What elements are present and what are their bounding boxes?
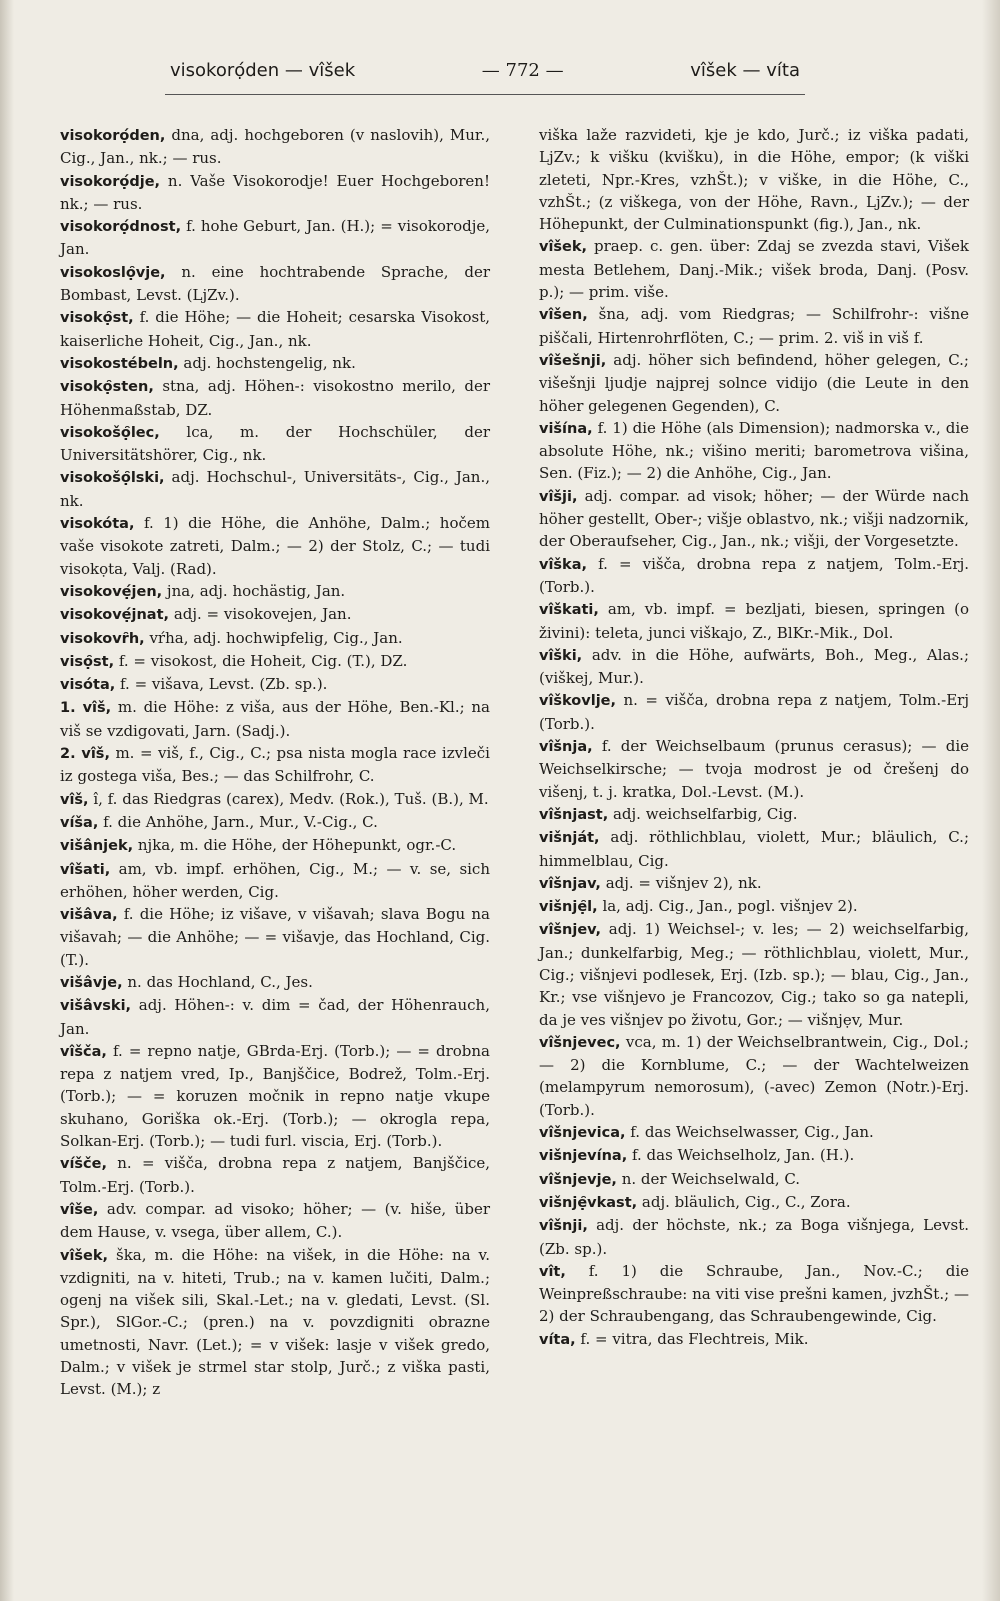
dictionary-entry: [60, 650, 490, 673]
dictionary-entry: [60, 170, 490, 216]
entry-definition: n. eine hochtrabende Sprache, der Bombast, Levst. (LjZv.).: [60, 262, 490, 305]
dictionary-entry: [539, 303, 969, 349]
entry-headword: visokorọ́dnost,: [60, 219, 182, 236]
dictionary-entry: [60, 603, 490, 626]
entry-headword: vîšnji,: [539, 1218, 588, 1235]
entry-definition: f. 1) die Höhe (als Dimension); nadmorska v., die absolute Höhe, nk.; višino meriti; barometrova višina, Sen. (Fiz.); — 2) die Anhöhe, Cig., Jan.: [539, 418, 969, 483]
entry-definition: jna, adj. hochästig, Jan.: [162, 581, 346, 600]
dictionary-entry: [60, 811, 490, 834]
dictionary-entry: [60, 834, 490, 857]
dictionary-entry: [539, 417, 969, 485]
entry-definition: m. die Höhe: z viša, aus der Höhe, Ben.-Kl.; na viš se vzdigovati, Jarn. (Sadj.).: [60, 698, 490, 740]
entry-definition: njka, m. die Höhe, der Höhepunkt, ogr.-C.: [133, 836, 457, 855]
dictionary-entry: [60, 1198, 490, 1244]
entry-headword: visokovȓh,: [60, 630, 145, 647]
entry-headword: vît,: [539, 1263, 566, 1280]
page-edge-right: [982, 0, 1000, 1601]
left-column: [60, 124, 490, 1401]
entry-definition: f. hohe Geburt, Jan. (H.); = visokorodje, Jan.: [60, 217, 490, 259]
entry-definition: am, vb. impf. erhöhen, Cig., M.; — v. se, sich erhöhen, höher werden, Cig.: [60, 859, 490, 901]
entry-definition: f. die Anhöhe, Jarn., Mur., V.-Cig., C.: [98, 812, 378, 831]
dictionary-entry: [60, 1244, 490, 1401]
entry-definition: adj. 1) Weichsel-; v. les; — 2) weichselfarbig, Jan.; dunkelfarbig, Meg.; — röthlichblau, violett, Mur., Cig.; višnjevi podlesek, Erj. (Izb. sp.); — blau, Cig., Jan., Kr.; vse višnjevo je Francozov, Cig.; tako so ga natepli, da je ves višnjev po životu, Gor.; — višnjẹv, Mur.: [539, 920, 969, 1029]
dictionary-entry: [60, 994, 490, 1040]
entry-definition: šna, adj. vom Riedgras; — Schilfrohr-: višne piščali, Hirtenrohrflöten, C.; — prim. 2. viš in viš f.: [539, 305, 969, 347]
entry-headword: víša,: [60, 814, 99, 831]
dictionary-entry: [60, 512, 490, 580]
entry-headword: visokošọ̑lski,: [60, 470, 165, 487]
entry-definition: la, adj. Cig., Jan., pogl. višnjev 2).: [597, 897, 858, 916]
dictionary-entry: [60, 421, 490, 467]
dictionary-entry: [539, 1260, 969, 1328]
dictionary-entry: [539, 735, 969, 803]
entry-definition: m. = viš, f., Cig., C.; psa nista mogla race izvleči iz gostega viša, Bes.; — das Schilfrohr, C.: [60, 744, 490, 786]
header-left-guideword: visokorọ́den — vîšek: [170, 60, 356, 81]
entry-definition: n. = višča, drobna repa z natjem, Tolm.-Erj (Torb.).: [539, 691, 969, 733]
entry-definition: f. der Weichselbaum (prunus cerasus); — die Weichselkirsche; — tvoja modrost je od črešenj do višenj, t. j. kratka, Dol.-Levst. (M.).: [539, 737, 969, 801]
dictionary-entry: [539, 644, 969, 690]
dictionary-entry: [539, 826, 969, 872]
entry-headword: visokorọ́den,: [60, 128, 166, 144]
entry-definition: f. = vitra, das Flechtreis, Mik.: [575, 1329, 809, 1348]
dictionary-entry: [60, 903, 490, 971]
entry-headword: vîš,: [60, 791, 89, 808]
dictionary-entry: [60, 352, 490, 375]
entry-headword: visokovẹ́jnat,: [60, 607, 170, 624]
dictionary-entry: [539, 689, 969, 735]
dictionary-entry: [539, 1191, 969, 1214]
entry-headword: visokostébeln,: [60, 355, 179, 372]
dictionary-entry: [60, 261, 490, 307]
entry-headword: vîšnjevica,: [539, 1125, 626, 1142]
dictionary-entry: [60, 375, 490, 421]
dictionary-entry: [539, 872, 969, 895]
entry-definition: f. = višava, Levst. (Zb. sp.).: [115, 675, 328, 694]
entry-headword: visokóta,: [60, 516, 135, 533]
dictionary-entry: [60, 215, 490, 261]
dictionary-entry: [539, 803, 969, 826]
dictionary-entry: [539, 553, 969, 599]
entry-definition: î, f. das Riedgras (carex), Medv. (Rok.), Tuš. (B.), M.: [88, 789, 489, 808]
entry-headword: vîšnjav,: [539, 875, 601, 892]
entry-definition: f. das Weichselwasser, Cig., Jan.: [625, 1123, 874, 1142]
entry-headword: visokošọ̑lec,: [60, 424, 160, 441]
page-number: — 772 —: [481, 60, 564, 81]
entry-definition: adj. = visokovejen, Jan.: [169, 605, 352, 624]
dictionary-entry: [60, 1040, 490, 1152]
entry-definition: vca, m. 1) der Weichselbrantwein, Cig., Dol.; — 2) die Kornblume, C.; — der Wachtelweizen (melampyrum nemorosum), (-avec) Zemon (Notr.)-Erj. (Torb.).: [539, 1032, 969, 1119]
entry-headword: vîškovlje,: [539, 693, 617, 710]
entry-definition: f. = visokost, die Hoheit, Cig. (T.), DZ.: [114, 651, 408, 670]
right-column: [539, 124, 969, 1351]
dictionary-entry: [539, 124, 969, 235]
dictionary-entry: [539, 1031, 969, 1121]
dictionary-entry: [539, 598, 969, 644]
entry-headword: vîška,: [539, 556, 587, 573]
entry-headword: víta,: [539, 1331, 576, 1348]
entry-definition: f. 1) die Höhe, die Anhöhe, Dalm.; hočem vaše visokote zatreti, Dalm.; — 2) der Stolz, C.; — tudi visokọta, Valj. (Rad).: [60, 514, 490, 578]
dictionary-entry: [539, 1144, 969, 1167]
dictionary-entry: [60, 1152, 490, 1198]
entry-definition: praep. c. gen. über: Zdaj se zvezda stavi, Višek mesta Betlehem, Danj.-Mik.; višek broda, Danj. (Posv. p.); — prim. više.: [539, 237, 969, 302]
entry-headword: višnját,: [539, 830, 600, 847]
dictionary-entry: [539, 1214, 969, 1260]
entry-headword: visọ̑st,: [60, 653, 115, 670]
entry-definition: f. 1) die Schraube, Jan., Nov.-C.; die Weinpreßschraube: na viti vise prešni kamen, jvzhŠt.; — 2) der Schraubengang, das Schraubengewinde, Cig.: [539, 1261, 969, 1326]
entry-definition: lca, m. der Hochschüler, der Universitätshörer, Cig., nk.: [60, 422, 490, 465]
entry-definition: adj. bläulich, Cig., C., Zora.: [637, 1192, 851, 1211]
entry-headword: višâvski,: [60, 998, 132, 1015]
entry-headword: visokoslọ̑vje,: [60, 264, 166, 281]
dictionary-entry: [60, 696, 490, 742]
entry-headword: vîšji,: [539, 488, 578, 505]
entry-definition: adj. röthlichblau, violett, Mur.; bläulich, C.; himmelblau, Cig.: [539, 828, 969, 870]
entry-definition: stna, adj. Höhen-: visokostno merilo, der Höhenmaßstab, DZ.: [60, 377, 490, 419]
entry-headword: visokovẹ́jen,: [60, 583, 163, 600]
entry-definition: adj. compar. ad visok; höher; — der Würde nach höher gestellt, Ober-; višje oblastvo, nk.; višji nadzornik, der Oberaufseher, Cig., Jan., nk.; višji, der Vorgesetzte.: [539, 486, 969, 551]
entry-headword: višnjẹ̑l,: [539, 899, 598, 916]
dictionary-entry: [539, 485, 969, 553]
entry-headword: vîški,: [539, 647, 583, 664]
entry-definition: f. = repno natje, GBrda-Erj. (Torb.); — = drobna repa z natjem vred, Ip., Banjščice, Bodrež, Tolm.-Erj. (Torb.); — = koruzen močnik in repno natje vkupe skuhano, Goriška ok.-Erj. (Torb.); — okrogla repa, Solkan-Erj. (Torb.); — tudi furl. viscia, Erj. (Torb.).: [60, 1041, 490, 1151]
entry-headword: vîšnjevec,: [539, 1034, 621, 1051]
entry-headword: višnjẹ̑vkast,: [539, 1194, 638, 1211]
entry-headword: vîškati,: [539, 602, 599, 619]
dictionary-entry: [60, 627, 490, 650]
entry-headword: vîšnjev,: [539, 922, 601, 939]
entry-definition: f. = višča, drobna repa z natjem, Tolm.-Erj. (Torb.).: [539, 554, 969, 596]
dictionary-entry: [60, 742, 490, 788]
entry-headword: visokọ̑st,: [60, 310, 134, 327]
entry-headword: vîšnjevje,: [539, 1171, 617, 1188]
entry-definition: am, vb. impf. = bezljati, biesen, springen (o živini): teleta, junci viškajo, Z., BlKr.-Mik., Dol.: [539, 600, 969, 642]
dictionary-entry: [539, 895, 969, 918]
entry-definition: adj. Höhen-: v. dim = čad, der Höhenrauch, Jan.: [60, 996, 490, 1038]
entry-headword: vîšek,: [60, 1247, 109, 1264]
entry-headword: vîšešnji,: [539, 352, 607, 369]
entry-definition: adv. in die Höhe, aufwärts, Boh., Meg., Alas.; (viškej, Mur.).: [539, 645, 969, 688]
entry-headword: visokọ̑sten,: [60, 379, 154, 396]
entry-headword: vîše,: [60, 1201, 99, 1218]
entry-definition: dna, adj. hochgeboren (v naslovih), Mur., Cig., Jan., nk.; — rus.: [60, 126, 490, 168]
entry-headword: 1. vîš,: [60, 700, 112, 717]
entry-definition: n. Vaše Visokorodje! Euer Hochgeboren! nk.; — rus.: [60, 171, 490, 213]
dictionary-entry: [539, 1121, 969, 1144]
dictionary-entry: [539, 1328, 969, 1351]
header-right-guideword: vîšek — víta: [690, 60, 800, 81]
entry-definition: adj. = višnjev 2), nk.: [600, 873, 762, 892]
entry-definition: f. die Höhe; iz višave, v višavah; slava Bogu na višavah; — die Anhöhe; — = višavje, das Hochland, Cig. (T.).: [60, 905, 490, 969]
dictionary-entry: [539, 918, 969, 1030]
dictionary-entry: [60, 580, 490, 603]
entry-definition: adj. höher sich befindend, höher gelegen, C.; višešnji ljudje najprej solnce vidijo (die Leute in den höher gelegenen Gegenden), C.: [539, 350, 969, 415]
entry-definition: adj. der höchste, nk.; za Boga višnjega, Levst. (Zb. sp.).: [539, 1216, 969, 1258]
entry-headword: višnjevína,: [539, 1148, 628, 1165]
entry-definition: n. das Hochland, C., Jes.: [122, 972, 313, 991]
entry-headword: 2. vîš,: [60, 746, 110, 763]
entry-headword: víšče,: [60, 1156, 107, 1173]
entry-headword: višâvje,: [60, 974, 123, 991]
entry-headword: višâva,: [60, 907, 118, 924]
dictionary-entry: [60, 466, 490, 512]
running-header: [170, 60, 800, 90]
dictionary-entry: [60, 971, 490, 994]
dictionary-entry: [60, 124, 490, 170]
entry-definition: n. der Weichselwald, C.: [616, 1169, 801, 1188]
entry-definition: adj. Hochschul-, Universitäts-, Cig., Jan., nk.: [60, 468, 490, 510]
entry-headword: vîšnjast,: [539, 806, 609, 823]
entry-definition: f. das Weichselholz, Jan. (H.).: [627, 1146, 855, 1165]
entry-definition: ška, m. die Höhe: na višek, in die Höhe: na v. vzdigniti, na v. hiteti, Trub.; na v. kamen lučiti, Dalm.; ogenj na višek sili, Skal.-Let.; na v. gledati, Levst. (Sl. Spr.), SlGor.-C.; (pren.) na v. povzdigniti obrazne umetnosti, Navr. (Let.); = v višek: lasje v višek gredo, Dalm.; v višek je strmel star stolp, Jurč.; z viška pasti, Levst. (M.); z: [60, 1245, 490, 1399]
entry-headword: visokorọ́dje,: [60, 173, 161, 190]
entry-headword: vîšča,: [60, 1043, 107, 1060]
header-rule: [165, 94, 805, 95]
entry-headword: vîšen,: [539, 307, 588, 324]
entry-headword: visóta,: [60, 677, 116, 694]
dictionary-entry: [539, 349, 969, 417]
dictionary-entry: [539, 235, 969, 303]
entry-definition: adj. hochstengelig, nk.: [178, 353, 356, 372]
entry-definition: adv. compar. ad visoko; höher; — (v. hiše, über dem Hause, v. vsega, über allem, C.).: [60, 1199, 490, 1242]
dictionary-entry: [60, 858, 490, 904]
dictionary-entry: [60, 306, 490, 352]
entry-headword: višína,: [539, 420, 593, 437]
dictionary-entry: [539, 1168, 969, 1191]
entry-definition: adj. weichselfarbig, Cig.: [608, 804, 798, 823]
entry-headword: višânjek,: [60, 838, 134, 855]
entry-definition: n. = višča, drobna repa z natjem, Banjščice, Tolm.-Erj. (Torb.).: [60, 1154, 490, 1196]
entry-headword: vîšati,: [60, 861, 111, 878]
dictionary-entry: [60, 788, 490, 811]
page-edge-left: [0, 0, 14, 1601]
entry-definition: vŕha, adj. hochwipfelig, Cig., Jan.: [144, 628, 403, 647]
entry-headword: vîšnja,: [539, 739, 593, 756]
dictionary-entry: [60, 673, 490, 696]
entry-headword: vîšek,: [539, 239, 588, 256]
entry-definition: viška laže razvideti, kje je kdo, Jurč.; iz viška padati, LjZv.; k višku (kvišku), in die Höhe, empor; (k viški zleteti, Npr.-Kres, vzhŠt.); v viške, in die Höhe, C., vzhŠt.; (z viškega, von der Höhe, Ravn., LjZv.); — der Höhepunkt, der Culminationspunkt (fig.), Jan., nk.: [539, 126, 969, 234]
entry-definition: f. die Höhe; — die Hoheit; cesarska Visokost, kaiserliche Hoheit, Cig., Jan., nk.: [60, 308, 490, 350]
